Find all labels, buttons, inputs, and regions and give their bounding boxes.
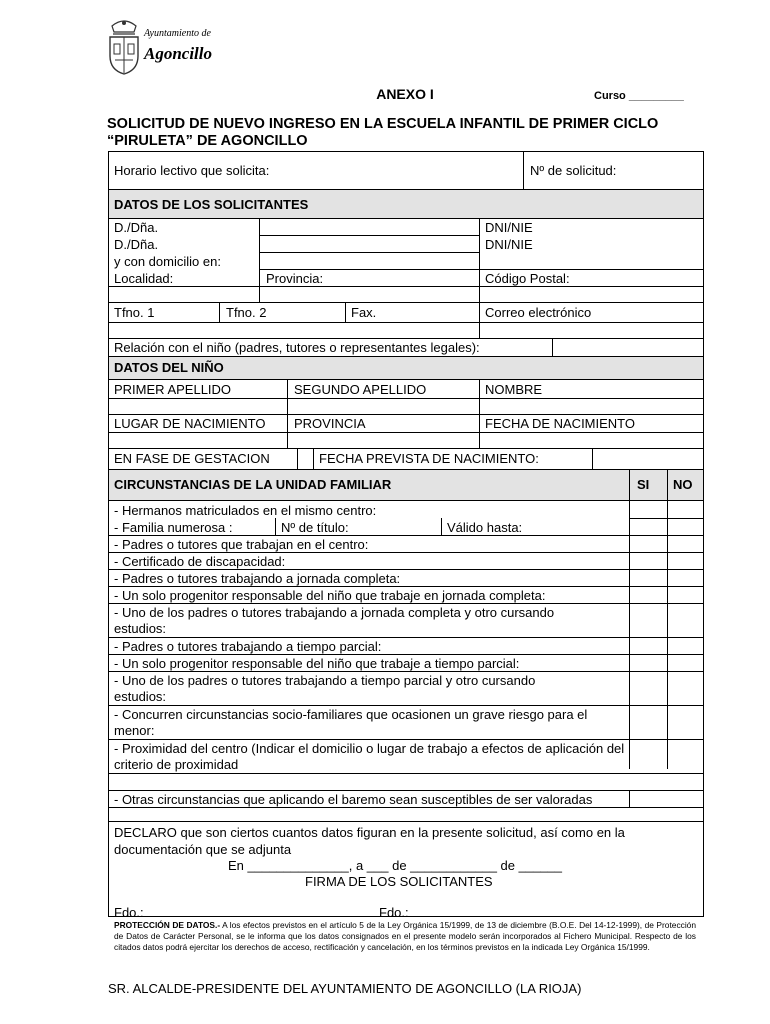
familia-titulo-label: Nº de título:	[281, 520, 349, 535]
circ-item-progenitor-completa: - Un solo progenitor responsable del niño que trabaje en jornada completa:	[114, 588, 546, 603]
primer-apellido-label: PRIMER APELLIDO	[114, 382, 232, 397]
declaracion-line2: documentación que se adjunta	[114, 842, 292, 857]
application-form	[108, 151, 704, 920]
codigo-postal-label: Código Postal:	[485, 271, 570, 286]
circ-item-hermanos: - Hermanos matriculados en el mismo centro:	[114, 503, 377, 518]
localidad-label: Localidad:	[114, 271, 174, 286]
dna1-label: D./Dña.	[114, 220, 159, 235]
logo-small-text: Ayuntamiento de	[144, 28, 211, 39]
circ-item-parcial-estudios-1: - Uno de los padres o tutores trabajando a tiempo parcial y otro cursando	[114, 673, 536, 688]
municipal-logo	[106, 16, 216, 78]
fecha-nacimiento-label: FECHA DE NACIMIENTO	[485, 416, 636, 431]
data-protection-notice	[114, 920, 696, 954]
familia-valido-label: Válido hasta:	[447, 520, 523, 535]
data-protection-label: PROTECCIÓN DE DATOS.-	[114, 920, 221, 930]
coat-of-arms-icon	[106, 18, 142, 76]
circ-item-discapacidad: - Certificado de discapacidad:	[114, 554, 286, 569]
circ-item-completa-estudios-2: estudios:	[114, 621, 167, 636]
fdo2-label: Fdo.:	[379, 905, 409, 920]
firma-label: FIRMA DE LOS SOLICITANTES	[305, 874, 493, 889]
fecha-prevista-label: FECHA PREVISTA DE NACIMIENTO:	[319, 451, 539, 466]
circ-item-riesgo-2: menor:	[114, 723, 155, 738]
data-protection-text: A los efectos previstos en el artículo 5 de la Ley Orgánica 15/1999, de 13 de diciembre (B.O.E. Del 14-12-1999), de Protección de Datos de Carácter Personal, se le informa que los datos consignados en el presente modelo serán incorporados al Fichero Municipal. Respecto de los citados datos podrá ejercitar los derechos de acceso, rectificación y cancelación, en los términos previstos en la indicada Ley Orgánica 15/1999.	[114, 920, 696, 953]
declaracion-lugar-fecha: En ______________, a ___ de ____________ de ______	[228, 858, 562, 873]
form-title-line1: SOLICITUD DE NUEVO INGRESO EN LA ESCUELA INFANTIL DE PRIMER CICLO	[107, 116, 659, 132]
addressee-footer: SR. ALCALDE-PRESIDENTE DEL AYUNTAMIENTO DE AGONCILLO (LA RIOJA)	[108, 981, 582, 996]
course-field: Curso _________	[594, 90, 684, 102]
circ-item-tiempo-parcial: - Padres o tutores trabajando a tiempo parcial:	[114, 639, 382, 654]
tfno2-label: Tfno. 2	[226, 305, 267, 320]
segundo-apellido-label: SEGUNDO APELLIDO	[294, 382, 427, 397]
dna2-label: D./Dña.	[114, 237, 159, 252]
horario-label: Horario lectivo que solicita:	[114, 163, 270, 178]
dni1-label: DNI/NIE	[485, 220, 533, 235]
no-column-header: NO	[673, 477, 693, 492]
circ-item-completa-estudios-1: - Uno de los padres o tutores trabajando a jornada completa y otro cursando	[114, 605, 555, 620]
nombre-label: NOMBRE	[485, 382, 543, 397]
lugar-nacimiento-label: LUGAR DE NACIMIENTO	[114, 416, 266, 431]
logo-big-text: Agoncillo	[144, 44, 213, 63]
relacion-label: Relación con el niño (padres, tutores o representantes legales):	[114, 340, 480, 355]
numero-solicitud-label: Nº de solicitud:	[530, 163, 617, 178]
circ-item-parcial-estudios-2: estudios:	[114, 689, 167, 704]
circ-item-padres-centro: - Padres o tutores que trabajan en el centro:	[114, 537, 369, 552]
dni2-label: DNI/NIE	[485, 237, 533, 252]
circ-item-proximidad-1: - Proximidad del centro (Indicar el domicilio o lugar de trabajo a efectos de aplicación del	[114, 741, 625, 756]
form-title-line2: “PIRULETA” DE AGONCILLO	[107, 133, 308, 149]
si-column-header: SI	[637, 477, 650, 492]
circ-item-progenitor-parcial: - Un solo progenitor responsable del niño que trabaje a tiempo parcial:	[114, 656, 520, 671]
circ-item-proximidad-2: criterio de proximidad	[114, 757, 239, 772]
correo-label: Correo electrónico	[485, 305, 592, 320]
annex-title: ANEXO I	[376, 86, 434, 102]
provincia-label: Provincia:	[266, 271, 324, 286]
fdo1-label: Fdo.:	[114, 905, 144, 920]
circ-item-familia-numerosa: - Familia numerosa :	[114, 520, 233, 535]
circ-item-jornada-completa: - Padres o tutores trabajando a jornada completa:	[114, 571, 401, 586]
gestacion-label: EN FASE DE GESTACION	[114, 451, 270, 466]
domicilio-label: y con domicilio en:	[114, 254, 221, 269]
nino-heading: DATOS DEL NIÑO	[114, 360, 224, 375]
tfno1-label: Tfno. 1	[114, 305, 155, 320]
fax-label: Fax.	[351, 305, 377, 320]
solicitantes-heading: DATOS DE LOS SOLICITANTES	[114, 197, 309, 212]
circ-item-otras: - Otras circunstancias que aplicando el baremo sean susceptibles de ser valoradas	[114, 792, 593, 807]
declaracion-line1: DECLARO que son ciertos cuantos datos figuran en la presente solicitud, así como en la	[114, 825, 625, 840]
circunstancias-heading: CIRCUNSTANCIAS DE LA UNIDAD FAMILIAR	[114, 477, 392, 492]
provincia-nino-label: PROVINCIA	[294, 416, 366, 431]
circ-item-riesgo-1: - Concurren circunstancias socio-familiares que ocasionen un grave riesgo para el	[114, 707, 588, 722]
